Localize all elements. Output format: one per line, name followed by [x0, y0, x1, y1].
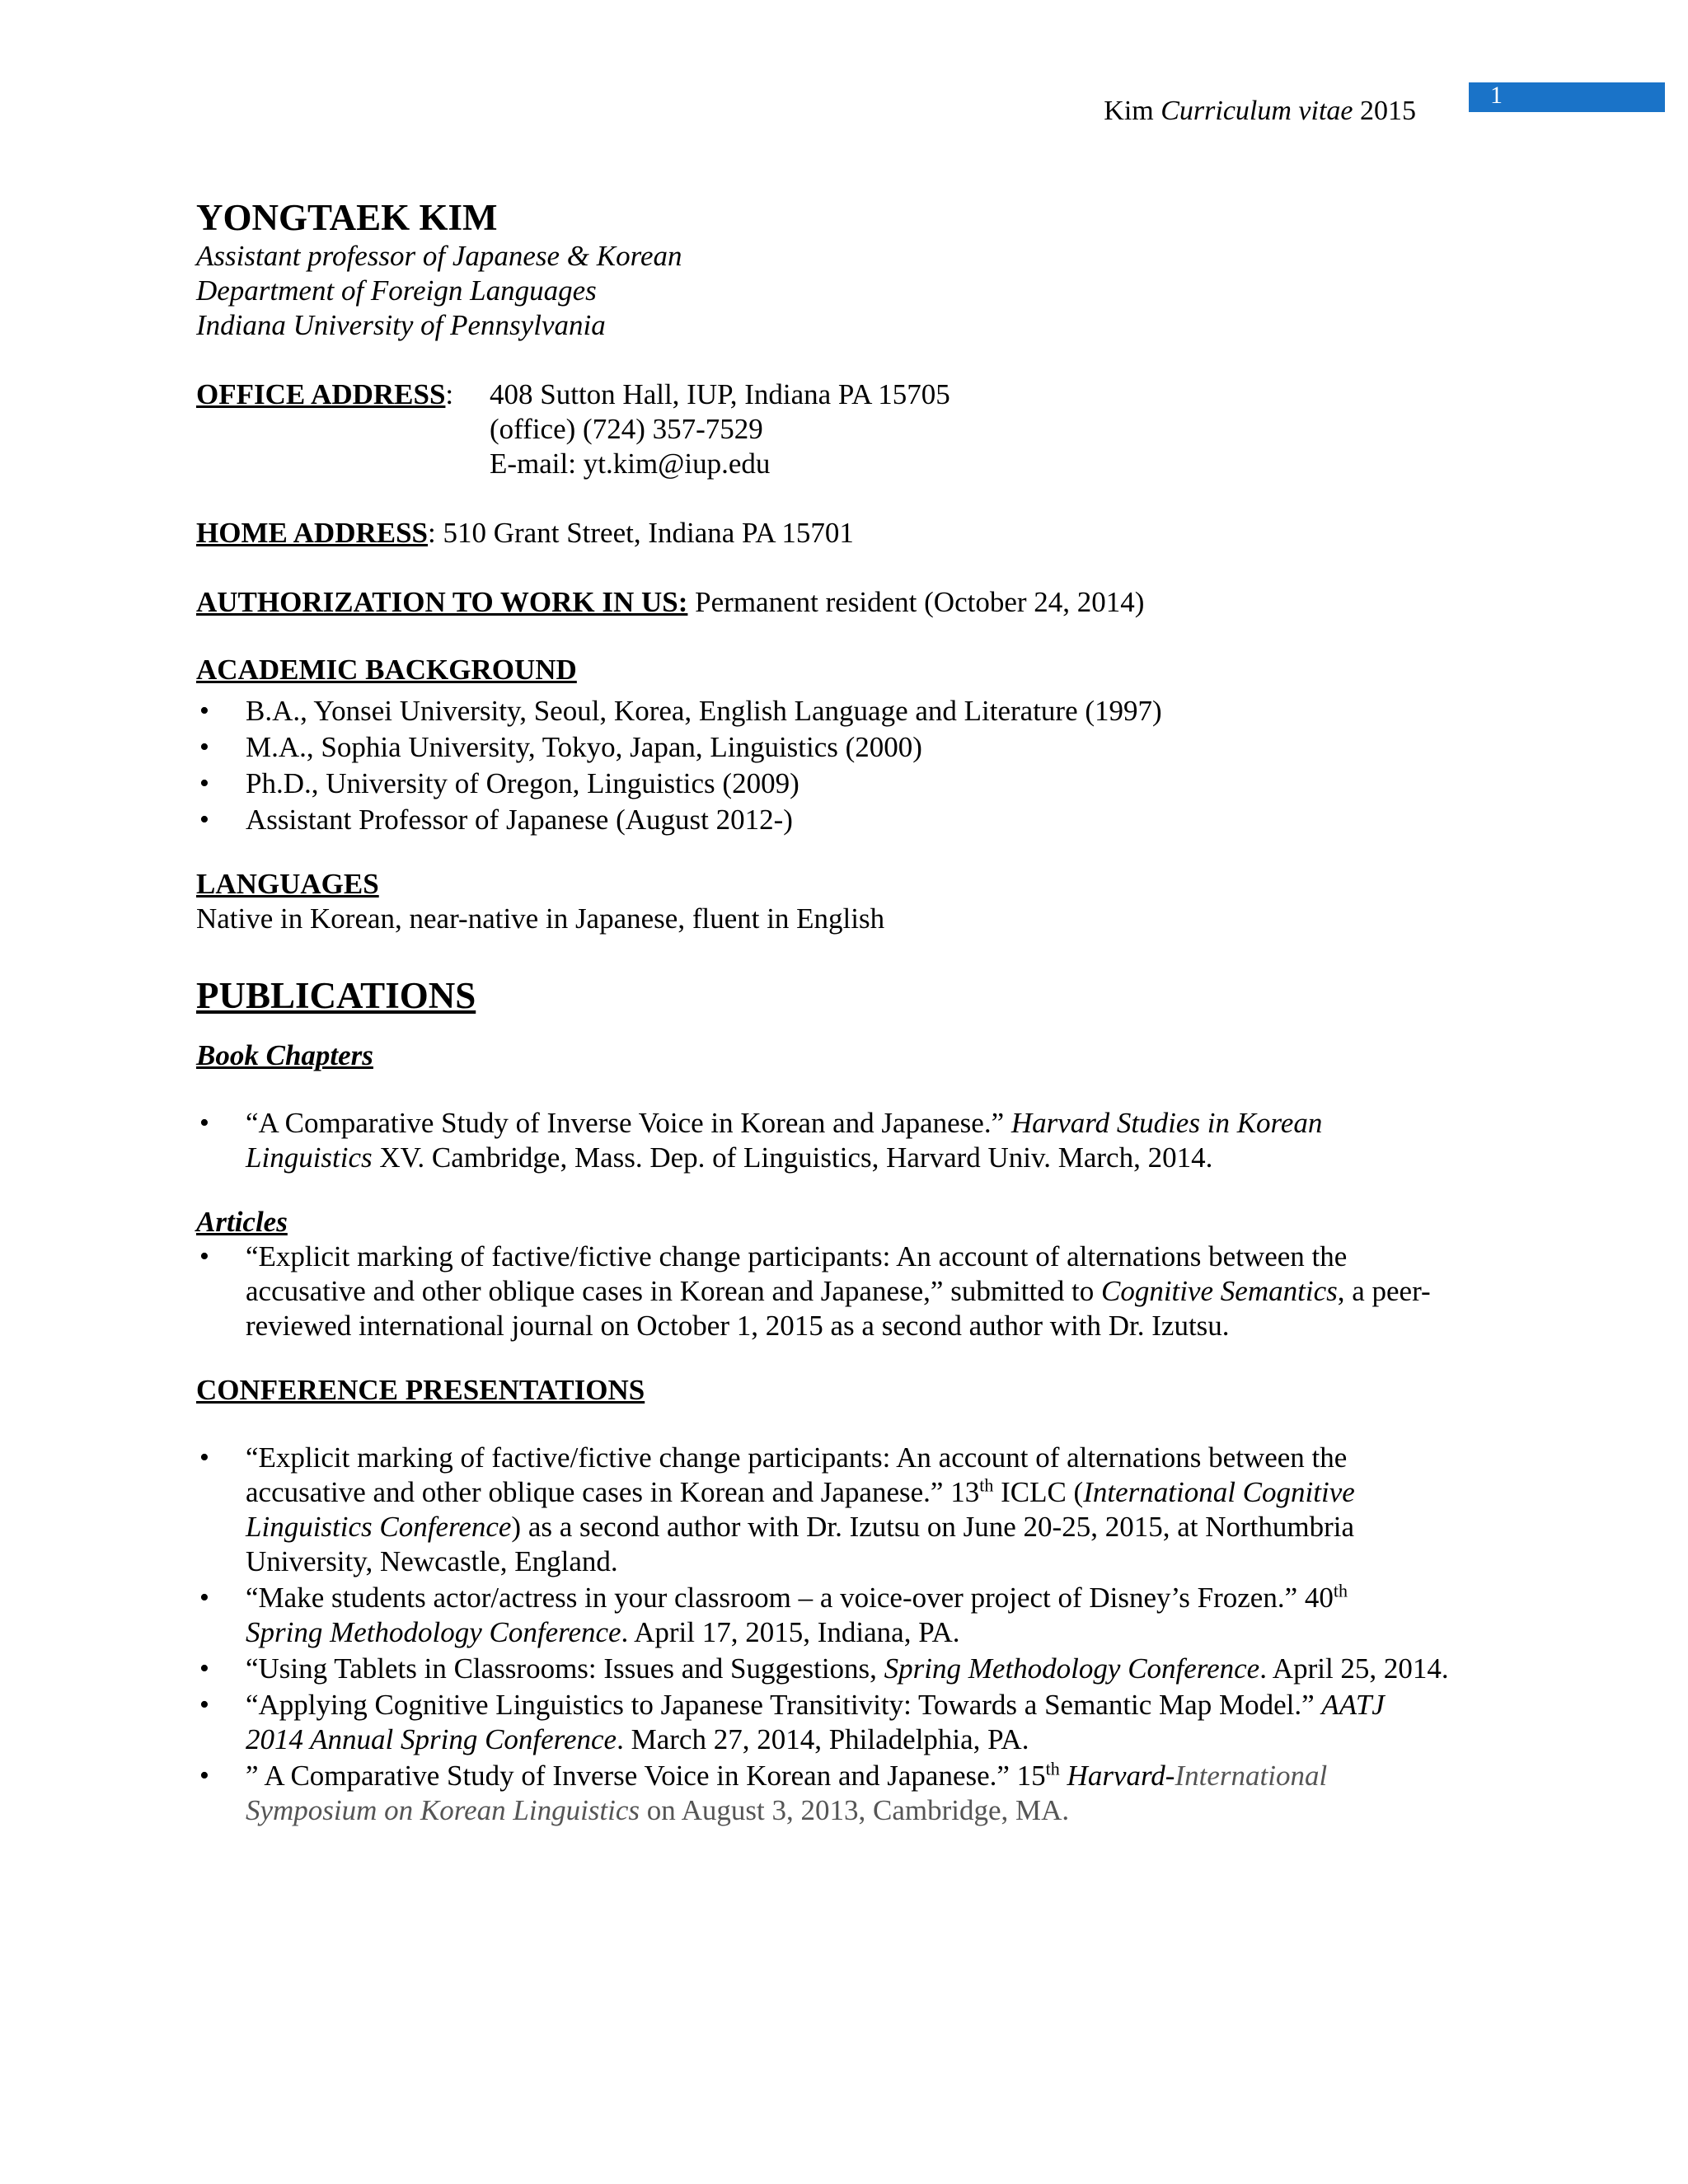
office-phone: (office) (724) 357-7529 [490, 413, 763, 445]
header-title: Curriculum vitae [1160, 96, 1353, 126]
header-name: Kim [1104, 96, 1154, 126]
academic-list [196, 694, 1449, 837]
home-address-label: HOME ADDRESS [196, 517, 429, 549]
list-item: • M.A., Sophia University, Tokyo, Japan, Linguistics (2000) [196, 730, 1449, 765]
academic-heading: ACADEMIC BACKGROUND [196, 654, 577, 686]
running-header [1104, 96, 1416, 127]
list-item: • “Applying Cognitive Linguistics to Japanese Transitivity: Towards a Semantic Map Model.” AATJ 2014 Annual Spring Conference. March 27, 2014, Philadelphia, PA. [196, 1688, 1449, 1757]
conferences-list [196, 1441, 1449, 1828]
cv-content [196, 196, 1449, 1830]
office-address-sep: : [445, 378, 454, 410]
header-year: 2015 [1360, 96, 1416, 126]
list-item: • B.A., Yonsei University, Seoul, Korea, English Language and Literature (1997) [196, 694, 1449, 729]
page-number: 1 [1490, 82, 1503, 109]
cv-name: YONGTAEK KIM [196, 197, 498, 238]
office-address [196, 377, 1449, 481]
articles-heading: Articles [196, 1206, 288, 1238]
list-item: • “Explicit marking of factive/fictive change participants: An account of alternations between the accusative and other oblique cases in Korean and Japanese,” submitted to Cognitive Semantics, a peer-reviewed international journal on October 1, 2015 as a second author with Dr. Izutsu. [196, 1240, 1449, 1343]
book-chapters-list [196, 1106, 1449, 1175]
affiliation-line: Indiana University of Pennsylvania [196, 309, 606, 341]
home-address [196, 516, 1449, 551]
office-address-label: OFFICE ADDRESS [196, 378, 446, 410]
affiliation-line: Assistant professor of Japanese & Korean [196, 240, 682, 272]
work-authorization-label: AUTHORIZATION TO WORK IN US: [196, 586, 688, 618]
office-street: 408 Sutton Hall, IUP, Indiana PA 15705 [490, 378, 950, 410]
languages-text: Native in Korean, near-native in Japanese, fluent in English [196, 902, 885, 935]
list-item: • “A Comparative Study of Inverse Voice in Korean and Japanese.” Harvard Studies in Korean Linguistics XV. Cambridge, Mass. Dep. of Linguistics, Harvard Univ. March, 2014. [196, 1106, 1449, 1175]
list-item: • Assistant Professor of Japanese (August 2012-) [196, 803, 1449, 837]
list-item: • “Explicit marking of factive/fictive change participants: An account of alternations between the accusative and other oblique cases in Korean and Japanese.” 13th ICLC (International Cognitive Linguistics Conference) as a second author with Dr. Izutsu on June 20-25, 2015, at Northumbria University, Newcastle, England. [196, 1441, 1449, 1579]
work-authorization [196, 585, 1449, 620]
home-address-value: : 510 Grant Street, Indiana PA 15701 [428, 517, 854, 549]
office-address-lines [490, 377, 950, 481]
languages-heading: LANGUAGES [196, 868, 379, 900]
articles-list [196, 1240, 1449, 1343]
publications-heading: PUBLICATIONS [196, 975, 476, 1016]
list-item: • Ph.D., University of Oregon, Linguistics (2009) [196, 766, 1449, 801]
list-item: • ” A Comparative Study of Inverse Voice in Korean and Japanese.” 15th Harvard-International Symposium on Korean Linguistics on August 3, 2013, Cambridge, MA. [196, 1759, 1449, 1828]
list-item: • “Make students actor/actress in your classroom – a voice-over project of Disney’s Frozen.” 40th Spring Methodology Conference. April 17, 2015, Indiana, PA. [196, 1581, 1449, 1650]
office-email: E-mail: yt.kim@iup.edu [490, 448, 771, 480]
affiliation-line: Department of Foreign Languages [196, 274, 597, 307]
work-authorization-value: Permanent resident (October 24, 2014) [687, 586, 1145, 618]
book-chapters-heading: Book Chapters [196, 1039, 373, 1071]
conferences-heading: CONFERENCE PRESENTATIONS [196, 1374, 645, 1406]
list-item: • “Using Tablets in Classrooms: Issues and Suggestions, Spring Methodology Conference. April 25, 2014. [196, 1652, 1449, 1686]
affiliation [196, 239, 1449, 343]
